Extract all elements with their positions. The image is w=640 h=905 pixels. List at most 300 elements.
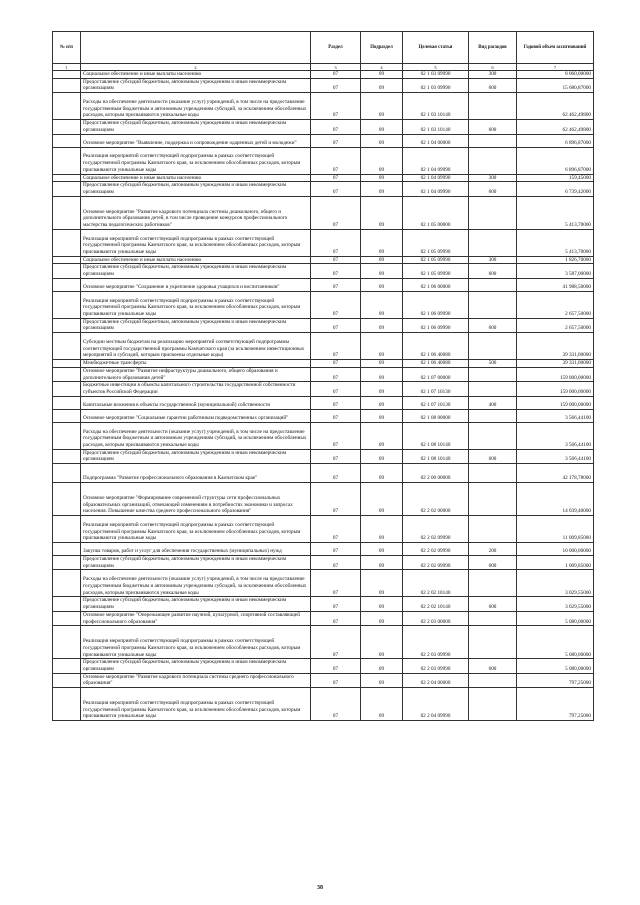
celevaya-cell: 02 2 03 00000 bbox=[403, 611, 469, 625]
podrazdel-cell: 09 bbox=[361, 464, 403, 483]
sum-cell: 159 000,00000 bbox=[517, 396, 594, 409]
celevaya-cell: 02 2 02 09990 bbox=[403, 516, 469, 543]
razdel-cell: 07 bbox=[311, 688, 361, 721]
vid-cell: 600 bbox=[469, 318, 517, 332]
num-cell bbox=[53, 673, 81, 687]
num-cell bbox=[53, 318, 81, 332]
celevaya-cell: 02 1 04 09990 bbox=[403, 147, 469, 174]
razdel-cell: 07 bbox=[311, 291, 361, 318]
podrazdel-cell: 09 bbox=[361, 360, 403, 368]
sum-cell: 3 566,44100 bbox=[517, 449, 594, 463]
name-cell: Реализация мероприятий соответствующей подпрограммы в рамках соответствующей государственной программы Камчатского края, за исключением обособленных расходов, которым присваиваются уникальные коды bbox=[81, 291, 311, 318]
razdel-cell: 07 bbox=[311, 673, 361, 687]
name-cell: Расходы на обеспечение деятельности (оказание услуг) учреждений, в том числе на предоставление государственным бюджетным и автономным учреждениям субсидий, за исключением обособленных расходов, которым присваиваются уникальные коды bbox=[81, 570, 311, 597]
vid-cell: 600 bbox=[469, 659, 517, 673]
num-cell bbox=[53, 182, 81, 196]
razdel-cell: 07 bbox=[311, 367, 361, 381]
table-row bbox=[53, 449, 594, 463]
page-number: 38 bbox=[317, 885, 323, 891]
colnum-1: 1 bbox=[53, 64, 81, 71]
vid-cell bbox=[469, 516, 517, 543]
num-cell bbox=[53, 134, 81, 147]
table-row bbox=[53, 278, 594, 291]
num-cell bbox=[53, 71, 81, 79]
podrazdel-cell: 09 bbox=[361, 278, 403, 291]
sum-cell: 3 029,55000 bbox=[517, 597, 594, 611]
razdel-cell: 07 bbox=[311, 464, 361, 483]
num-cell bbox=[53, 422, 81, 449]
header-obem: Годовой объем ассигнований bbox=[517, 32, 594, 64]
num-cell bbox=[53, 516, 81, 543]
celevaya-cell: 02 1 06 40080 bbox=[403, 333, 469, 360]
table-row bbox=[53, 688, 594, 721]
vid-cell bbox=[469, 382, 517, 396]
name-cell: Основное мероприятие "Формирование современной структуры сети профессиональных образовательных организаций, отвечающей изменениям в потребностях экономики и запросах населения. Повышение качества среднего профессионального образования" bbox=[81, 483, 311, 516]
sum-cell: 3 566,44100 bbox=[517, 422, 594, 449]
sum-cell: 159 000,00000 bbox=[517, 382, 594, 396]
razdel-cell: 07 bbox=[311, 382, 361, 396]
table-row bbox=[53, 229, 594, 256]
razdel-cell: 07 bbox=[311, 659, 361, 673]
razdel-cell: 07 bbox=[311, 93, 361, 120]
header-celevaya: Целевая статья bbox=[403, 32, 469, 64]
table-row bbox=[53, 134, 594, 147]
sum-cell: 5 413,70000 bbox=[517, 196, 594, 229]
table-row bbox=[53, 673, 594, 687]
vid-cell: 600 bbox=[469, 78, 517, 92]
razdel-cell: 07 bbox=[311, 182, 361, 196]
vid-cell bbox=[469, 229, 517, 256]
razdel-cell: 07 bbox=[311, 483, 361, 516]
name-cell: Расходы на обеспечение деятельности (оказание услуг) учреждений, в том числе на предоставление государственным бюджетным и автономным учреждениям субсидий, за исключением обособленных расходов, которым присваиваются уникальные коды bbox=[81, 93, 311, 120]
sum-cell: 5 080,00000 bbox=[517, 611, 594, 625]
sum-cell: 159 000,00000 bbox=[517, 367, 594, 381]
sum-cell: 14 039,40000 bbox=[517, 483, 594, 516]
celevaya-cell: 02 2 02 10140 bbox=[403, 570, 469, 597]
vid-cell bbox=[469, 409, 517, 422]
name-cell: Предоставление субсидий бюджетным, автономным учреждениям и иным некоммерческим организациям bbox=[81, 659, 311, 673]
sum-cell: 3 587,00000 bbox=[517, 264, 594, 278]
sum-cell: 797,25000 bbox=[517, 688, 594, 721]
table-row bbox=[53, 556, 594, 570]
sum-cell: 42 178,78000 bbox=[517, 464, 594, 483]
celevaya-cell: 02 1 04 00000 bbox=[403, 134, 469, 147]
table-row bbox=[53, 318, 594, 332]
podrazdel-cell: 09 bbox=[361, 291, 403, 318]
sum-cell: 5 080,00000 bbox=[517, 626, 594, 659]
vid-cell bbox=[469, 333, 517, 360]
celevaya-cell: 02 1 05 09990 bbox=[403, 229, 469, 256]
vid-cell bbox=[469, 570, 517, 597]
podrazdel-cell: 09 bbox=[361, 626, 403, 659]
budget-table bbox=[52, 31, 594, 721]
num-cell bbox=[53, 147, 81, 174]
name-cell: Предоставление субсидий бюджетным, автономным учреждениям и иным некоммерческим организациям bbox=[81, 182, 311, 196]
vid-cell bbox=[469, 688, 517, 721]
column-number-row bbox=[53, 64, 594, 71]
vid-cell bbox=[469, 367, 517, 381]
podrazdel-cell: 09 bbox=[361, 570, 403, 597]
vid-cell bbox=[469, 422, 517, 449]
name-cell: Основное мероприятие "Социальные гарантии работникам подведомственных организаций" bbox=[81, 409, 311, 422]
sum-cell: 797,25000 bbox=[517, 673, 594, 687]
table-row bbox=[53, 174, 594, 182]
vid-cell bbox=[469, 291, 517, 318]
podrazdel-cell: 09 bbox=[361, 449, 403, 463]
celevaya-cell: 02 2 03 09990 bbox=[403, 626, 469, 659]
sum-cell: 15 680,87000 bbox=[517, 78, 594, 92]
num-cell bbox=[53, 611, 81, 625]
celevaya-cell: 02 1 06 40080 bbox=[403, 360, 469, 368]
table-row bbox=[53, 291, 594, 318]
razdel-cell: 07 bbox=[311, 78, 361, 92]
celevaya-cell: 02 2 02 09990 bbox=[403, 556, 469, 570]
podrazdel-cell: 09 bbox=[361, 483, 403, 516]
podrazdel-cell: 09 bbox=[361, 182, 403, 196]
podrazdel-cell: 09 bbox=[361, 409, 403, 422]
razdel-cell: 07 bbox=[311, 570, 361, 597]
vid-cell bbox=[469, 483, 517, 516]
sum-cell: 6 739,42000 bbox=[517, 182, 594, 196]
podrazdel-cell: 09 bbox=[361, 71, 403, 79]
sum-cell: 6 896,87000 bbox=[517, 147, 594, 174]
razdel-cell: 07 bbox=[311, 229, 361, 256]
name-cell: Реализация мероприятий соответствующей подпрограммы в рамках соответствующей государственной программы Камчатского края, за исключением обособленных расходов, которым присваиваются уникальные коды bbox=[81, 516, 311, 543]
budget-table-sheet bbox=[52, 31, 593, 721]
num-cell bbox=[53, 120, 81, 134]
vid-cell: 300 bbox=[469, 71, 517, 79]
colnum-5: 5 bbox=[403, 64, 469, 71]
name-cell: Предоставление субсидий бюджетным, автономным учреждениям и иным некоммерческим организациям bbox=[81, 449, 311, 463]
podrazdel-cell: 09 bbox=[361, 120, 403, 134]
razdel-cell: 07 bbox=[311, 626, 361, 659]
num-cell bbox=[53, 597, 81, 611]
colnum-2: 2 bbox=[81, 64, 311, 71]
table-row bbox=[53, 78, 594, 92]
celevaya-cell: 02 1 03 09990 bbox=[403, 71, 469, 79]
num-cell bbox=[53, 360, 81, 368]
num-cell bbox=[53, 570, 81, 597]
name-cell: Реализация мероприятий соответствующей подпрограммы в рамках соответствующей государственной программы Камчатского края, за исключением обособленных расходов, которым присваиваются уникальные коды bbox=[81, 626, 311, 659]
name-cell: Реализация мероприятий соответствующей подпрограммы в рамках соответствующей государственной программы Камчатского края, за исключением обособленных расходов, которым присваиваются уникальные коды bbox=[81, 229, 311, 256]
name-cell: Основное мероприятие "Развитие кадрового потенциала системы среднего профессионального образования" bbox=[81, 673, 311, 687]
sum-cell: 159,45000 bbox=[517, 174, 594, 182]
table-row bbox=[53, 516, 594, 543]
name-cell: Подпрограмма "Развитие профессионального образования в Камчатском крае" bbox=[81, 464, 311, 483]
vid-cell: 600 bbox=[469, 120, 517, 134]
name-cell: Основное мероприятие "Выявление, поддержка и сопровождение одаренных детей и молодежи" bbox=[81, 134, 311, 147]
name-cell: Предоставление субсидий бюджетным, автономным учреждениям и иным некоммерческим организациям bbox=[81, 78, 311, 92]
sum-cell: 3 566,44100 bbox=[517, 409, 594, 422]
table-row bbox=[53, 256, 594, 264]
razdel-cell: 07 bbox=[311, 318, 361, 332]
vid-cell: 600 bbox=[469, 264, 517, 278]
razdel-cell: 07 bbox=[311, 278, 361, 291]
name-cell: Бюджетные инвестиции в объекты капитального строительства государственной собственности субъектов Российской Федерации bbox=[81, 382, 311, 396]
podrazdel-cell: 09 bbox=[361, 333, 403, 360]
celevaya-cell: 02 1 05 09990 bbox=[403, 264, 469, 278]
name-cell: Основное мероприятие "Развитие кадрового потенциала системы дошкольного, общего и дополнительного образования детей, в том числе проведение конкурсов профессионального мастерства педагогических работников" bbox=[81, 196, 311, 229]
celevaya-cell: 02 2 04 00000 bbox=[403, 673, 469, 687]
vid-cell: 600 bbox=[469, 449, 517, 463]
celevaya-cell: 02 1 03 09990 bbox=[403, 78, 469, 92]
celevaya-cell: 02 2 00 00000 bbox=[403, 464, 469, 483]
header-razdel: Раздел bbox=[311, 32, 361, 64]
sum-cell: 39 331,00000 bbox=[517, 333, 594, 360]
num-cell bbox=[53, 229, 81, 256]
celevaya-cell: 02 1 03 10140 bbox=[403, 93, 469, 120]
num-cell bbox=[53, 174, 81, 182]
header-vid: Вид расходов bbox=[469, 32, 517, 64]
table-row bbox=[53, 71, 594, 79]
razdel-cell: 07 bbox=[311, 409, 361, 422]
podrazdel-cell: 09 bbox=[361, 597, 403, 611]
podrazdel-cell: 09 bbox=[361, 382, 403, 396]
podrazdel-cell: 09 bbox=[361, 78, 403, 92]
celevaya-cell: 02 2 03 09990 bbox=[403, 659, 469, 673]
razdel-cell: 07 bbox=[311, 422, 361, 449]
vid-cell: 600 bbox=[469, 597, 517, 611]
vid-cell: 300 bbox=[469, 256, 517, 264]
podrazdel-cell: 09 bbox=[361, 659, 403, 673]
header-name bbox=[81, 32, 311, 64]
podrazdel-cell: 09 bbox=[361, 688, 403, 721]
num-cell bbox=[53, 382, 81, 396]
colnum-7: 7 bbox=[517, 64, 594, 71]
podrazdel-cell: 09 bbox=[361, 264, 403, 278]
num-cell bbox=[53, 264, 81, 278]
name-cell: Основное мероприятие "Развитие инфраструктуры дошкольного, общего образования и дополнительного образования детей" bbox=[81, 367, 311, 381]
podrazdel-cell: 09 bbox=[361, 147, 403, 174]
vid-cell: 500 bbox=[469, 360, 517, 368]
num-cell bbox=[53, 409, 81, 422]
name-cell: Реализация мероприятий соответствующей подпрограммы в рамках соответствующей государственной программы Камчатского края, за исключением обособленных расходов, которым присваиваются уникальные коды bbox=[81, 147, 311, 174]
podrazdel-cell: 09 bbox=[361, 543, 403, 556]
vid-cell bbox=[469, 464, 517, 483]
celevaya-cell: 02 2 02 00000 bbox=[403, 483, 469, 516]
podrazdel-cell: 09 bbox=[361, 611, 403, 625]
celevaya-cell: 02 1 07 10130 bbox=[403, 382, 469, 396]
table-body bbox=[53, 71, 594, 721]
razdel-cell: 07 bbox=[311, 449, 361, 463]
name-cell: Социальное обеспечение и иные выплаты населению bbox=[81, 71, 311, 79]
celevaya-cell: 02 1 03 10140 bbox=[403, 120, 469, 134]
vid-cell bbox=[469, 626, 517, 659]
podrazdel-cell: 09 bbox=[361, 367, 403, 381]
colnum-4: 4 bbox=[361, 64, 403, 71]
razdel-cell: 07 bbox=[311, 196, 361, 229]
name-cell: Предоставление субсидий бюджетным, автономным учреждениям и иным некоммерческим организациям bbox=[81, 556, 311, 570]
table-row bbox=[53, 409, 594, 422]
name-cell: Социальное обеспечение и иные выплаты населению bbox=[81, 174, 311, 182]
vid-cell bbox=[469, 673, 517, 687]
razdel-cell: 07 bbox=[311, 556, 361, 570]
celevaya-cell: 02 2 04 09990 bbox=[403, 688, 469, 721]
name-cell: Субсидии местным бюджетам на реализацию мероприятий соответствующей подпрограммы соответствующей государственной программы Камчатского края (за исключением инвестиционных мероприятий и субсидий, которым присвоены отдельные коды) bbox=[81, 333, 311, 360]
razdel-cell: 07 bbox=[311, 71, 361, 79]
celevaya-cell: 02 2 02 10140 bbox=[403, 597, 469, 611]
table-row bbox=[53, 196, 594, 229]
name-cell: Капитальные вложения в объекты государственной (муниципальной) собственности bbox=[81, 396, 311, 409]
celevaya-cell: 02 1 08 00000 bbox=[403, 409, 469, 422]
sum-cell: 2 657,50000 bbox=[517, 291, 594, 318]
num-cell bbox=[53, 659, 81, 673]
table-row bbox=[53, 597, 594, 611]
celevaya-cell: 02 1 08 10140 bbox=[403, 422, 469, 449]
colnum-6: 6 bbox=[469, 64, 517, 71]
razdel-cell: 07 bbox=[311, 147, 361, 174]
table-row bbox=[53, 147, 594, 174]
name-cell: Основное мероприятие "Опережающее развитие научной, культурной, спортивной составляющей профессионального образования" bbox=[81, 611, 311, 625]
podrazdel-cell: 09 bbox=[361, 556, 403, 570]
num-cell bbox=[53, 333, 81, 360]
num-cell bbox=[53, 464, 81, 483]
razdel-cell: 07 bbox=[311, 396, 361, 409]
num-cell bbox=[53, 483, 81, 516]
celevaya-cell: 02 1 06 00000 bbox=[403, 278, 469, 291]
celevaya-cell: 02 1 04 09990 bbox=[403, 182, 469, 196]
name-cell: Предоставление субсидий бюджетным, автономным учреждениям и иным некоммерческим организациям bbox=[81, 264, 311, 278]
vid-cell bbox=[469, 147, 517, 174]
razdel-cell: 07 bbox=[311, 264, 361, 278]
num-cell bbox=[53, 449, 81, 463]
sum-cell: 5 080,00000 bbox=[517, 659, 594, 673]
celevaya-cell: 02 1 05 00000 bbox=[403, 196, 469, 229]
table-row bbox=[53, 333, 594, 360]
podrazdel-cell: 09 bbox=[361, 134, 403, 147]
table-row bbox=[53, 382, 594, 396]
podrazdel-cell: 09 bbox=[361, 422, 403, 449]
name-cell: Реализация мероприятий соответствующей подпрограммы в рамках соответствующей государственной программы Камчатского края, за исключением обособленных расходов, которым присваиваются уникальные коды bbox=[81, 688, 311, 721]
vid-cell bbox=[469, 93, 517, 120]
vid-cell: 600 bbox=[469, 556, 517, 570]
sum-cell: 2 657,50000 bbox=[517, 318, 594, 332]
vid-cell: 600 bbox=[469, 182, 517, 196]
podrazdel-cell: 09 bbox=[361, 396, 403, 409]
razdel-cell: 07 bbox=[311, 516, 361, 543]
table-row bbox=[53, 360, 594, 368]
table-row bbox=[53, 422, 594, 449]
podrazdel-cell: 09 bbox=[361, 229, 403, 256]
table-row bbox=[53, 264, 594, 278]
razdel-cell: 07 bbox=[311, 134, 361, 147]
razdel-cell: 07 bbox=[311, 611, 361, 625]
num-cell bbox=[53, 196, 81, 229]
colnum-3: 3 bbox=[311, 64, 361, 71]
sum-cell: 39 331,00000 bbox=[517, 360, 594, 368]
vid-cell bbox=[469, 278, 517, 291]
celevaya-cell: 02 1 07 00000 bbox=[403, 367, 469, 381]
table-row bbox=[53, 543, 594, 556]
razdel-cell: 07 bbox=[311, 597, 361, 611]
celevaya-cell: 02 1 08 10140 bbox=[403, 449, 469, 463]
num-cell bbox=[53, 93, 81, 120]
name-cell: Расходы на обеспечение деятельности (оказание услуг) учреждений, в том числе на предоставление государственным бюджетным и автономным учреждениям субсидий, за исключением обособленных расходов, которым присваиваются уникальные коды bbox=[81, 422, 311, 449]
razdel-cell: 07 bbox=[311, 333, 361, 360]
celevaya-cell: 02 1 04 09990 bbox=[403, 174, 469, 182]
num-cell bbox=[53, 626, 81, 659]
table-row bbox=[53, 182, 594, 196]
sum-cell: 1 826,70000 bbox=[517, 256, 594, 264]
num-cell bbox=[53, 256, 81, 264]
table-row bbox=[53, 626, 594, 659]
razdel-cell: 07 bbox=[311, 360, 361, 368]
podrazdel-cell: 09 bbox=[361, 196, 403, 229]
vid-cell: 300 bbox=[469, 174, 517, 182]
num-cell bbox=[53, 78, 81, 92]
razdel-cell: 07 bbox=[311, 174, 361, 182]
celevaya-cell: 02 1 05 09990 bbox=[403, 256, 469, 264]
celevaya-cell: 02 1 07 10130 bbox=[403, 396, 469, 409]
podrazdel-cell: 09 bbox=[361, 516, 403, 543]
header-podrazdel: Подраздел bbox=[361, 32, 403, 64]
vid-cell: 400 bbox=[469, 396, 517, 409]
table-row bbox=[53, 367, 594, 381]
table-row bbox=[53, 611, 594, 625]
celevaya-cell: 02 1 06 09990 bbox=[403, 291, 469, 318]
num-cell bbox=[53, 396, 81, 409]
sum-cell: 6 896,87000 bbox=[517, 134, 594, 147]
num-cell bbox=[53, 556, 81, 570]
name-cell: Предоставление субсидий бюджетным, автономным учреждениям и иным некоммерческим организациям bbox=[81, 318, 311, 332]
razdel-cell: 07 bbox=[311, 120, 361, 134]
num-cell bbox=[53, 688, 81, 721]
table-row bbox=[53, 93, 594, 120]
name-cell: Закупка товаров, работ и услуг для обеспечения государственных (муниципальных) нужд bbox=[81, 543, 311, 556]
sum-cell: 3 029,55000 bbox=[517, 570, 594, 597]
razdel-cell: 07 bbox=[311, 543, 361, 556]
celevaya-cell: 02 2 02 09990 bbox=[403, 543, 469, 556]
sum-cell: 1 009,85000 bbox=[517, 556, 594, 570]
name-cell: Социальное обеспечение и иные выплаты населению bbox=[81, 256, 311, 264]
num-cell bbox=[53, 291, 81, 318]
razdel-cell: 07 bbox=[311, 256, 361, 264]
podrazdel-cell: 09 bbox=[361, 174, 403, 182]
num-cell bbox=[53, 543, 81, 556]
num-cell bbox=[53, 367, 81, 381]
table-row bbox=[53, 570, 594, 597]
num-cell bbox=[53, 278, 81, 291]
podrazdel-cell: 09 bbox=[361, 256, 403, 264]
sum-cell: 11 009,85000 bbox=[517, 516, 594, 543]
sum-cell: 62 462,49800 bbox=[517, 120, 594, 134]
vid-cell bbox=[469, 134, 517, 147]
name-cell: Межбюджетные трансферты bbox=[81, 360, 311, 368]
podrazdel-cell: 09 bbox=[361, 318, 403, 332]
podrazdel-cell: 09 bbox=[361, 93, 403, 120]
table-row bbox=[53, 659, 594, 673]
sum-cell: 8 060,00000 bbox=[517, 71, 594, 79]
header-num: № п/п bbox=[53, 32, 81, 64]
celevaya-cell: 02 1 06 09990 bbox=[403, 318, 469, 332]
sum-cell: 5 413,70000 bbox=[517, 229, 594, 256]
sum-cell: 41 988,50000 bbox=[517, 278, 594, 291]
podrazdel-cell: 09 bbox=[361, 673, 403, 687]
sum-cell: 10 000,00000 bbox=[517, 543, 594, 556]
name-cell: Предоставление субсидий бюджетным, автономным учреждениям и иным некоммерческим организациям bbox=[81, 120, 311, 134]
table-row bbox=[53, 464, 594, 483]
vid-cell: 200 bbox=[469, 543, 517, 556]
vid-cell bbox=[469, 196, 517, 229]
table-row bbox=[53, 396, 594, 409]
sum-cell: 62 462,49800 bbox=[517, 93, 594, 120]
table-row bbox=[53, 483, 594, 516]
vid-cell bbox=[469, 611, 517, 625]
name-cell: Основное мероприятие "Сохранение и укрепление здоровья учащихся и воспитанников" bbox=[81, 278, 311, 291]
table-header-row bbox=[53, 32, 594, 64]
table-row bbox=[53, 120, 594, 134]
name-cell: Предоставление субсидий бюджетным, автономным учреждениям и иным некоммерческим организациям bbox=[81, 597, 311, 611]
